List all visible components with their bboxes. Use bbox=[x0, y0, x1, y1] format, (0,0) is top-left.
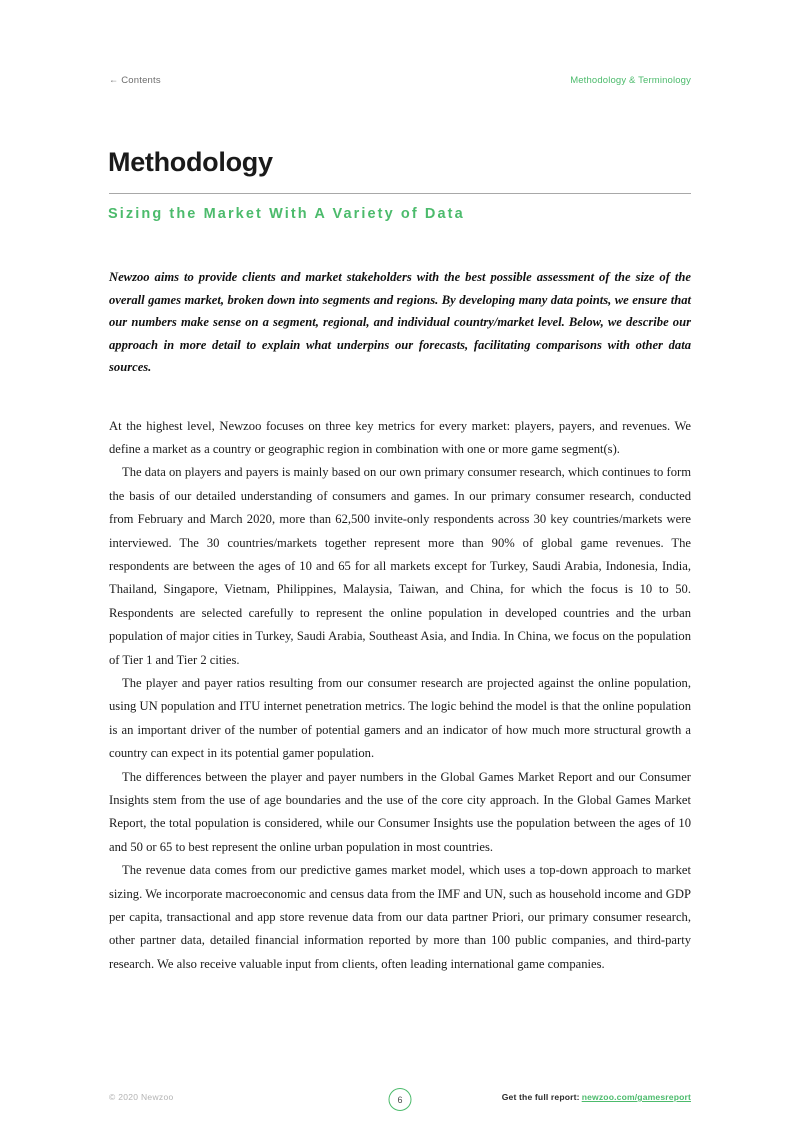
title-divider bbox=[109, 193, 691, 194]
footer-cta-label: Get the full report: bbox=[501, 1092, 580, 1102]
body-paragraph: The revenue data comes from our predictive games market model, which uses a top-down approach to market sizing. We incorporate macroeconomic and census data from the IMF and UN, such as household income and GDP per capita, transactional and app store revenue data from our data partner Priori, our primary consumer research, other partner data, detailed financial information reported by more than 100 public companies, and third-party research. We also receive valuable input from clients, often leading international game companies. bbox=[109, 863, 691, 971]
page-title: Methodology bbox=[108, 147, 273, 177]
page-footer bbox=[109, 1088, 691, 1112]
body-paragraph: The data on players and payers is mainly based on our own primary consumer research, which continues to form the basis of our detailed understanding of consumers and games. In our primary consumer research, conducted from February and March 2020, more than 62,500 invite-only respondents across 30 key countries/markets were interviewed. The 30 countries/markets together represent more than 90% of global game revenues. The respondents are between the ages of 10 and 65 for all markets except for Turkey, Saudi Arabia, Indonesia, India, Thailand, Singapore, Vietnam, Philippines, Malaysia, Taiwan, and China, for which the focus is 10 to 50. Respondents are selected carefully to represent the online population in developed countries and the urban population of major cities in Turkey, Saudi Arabia, Southeast Asia, and India. In China, we focus on the population of Tier 1 and Tier 2 cities. bbox=[109, 465, 691, 667]
arrow-left-icon: ← bbox=[109, 74, 119, 85]
section-label: Methodology & Terminology bbox=[570, 75, 691, 86]
page-number-badge: 6 bbox=[389, 1088, 412, 1111]
body-paragraph: At the highest level, Newzoo focuses on three key metrics for every market: players, payers, and revenues. We define a market as a country or geographic region in combination with one or more game segment(s). bbox=[109, 418, 691, 456]
back-to-contents-link[interactable] bbox=[109, 75, 161, 86]
body-paragraph: The differences between the player and payer numbers in the Global Games Market Report and our Consumer Insights stem from the use of age boundaries and the use of the core city approach. In the Global Games Market Report, the total population is considered, while our Consumer Insights use the population between the ages of 10 and 50 or 65 to best represent the online urban population in most countries. bbox=[109, 769, 691, 854]
copyright-text: © 2020 Newzoo bbox=[109, 1092, 174, 1102]
body-paragraphs bbox=[109, 415, 691, 977]
page-subtitle: Sizing the Market With A Variety of Data bbox=[108, 206, 465, 222]
back-to-contents-label: Contents bbox=[121, 75, 161, 86]
full-report-link[interactable]: newzoo.com/gamesreport bbox=[581, 1092, 691, 1102]
body-paragraph: The player and payer ratios resulting from our consumer research are projected against the online population, using UN population and ITU internet penetration metrics. The logic behind the model is that the online population is an important driver of the number of potential gamers and an indicator of how much more structural growth a country can expect in its potential gamer population. bbox=[109, 675, 691, 761]
content-column bbox=[109, 266, 691, 976]
running-head bbox=[109, 75, 691, 86]
footer-cta bbox=[502, 1092, 691, 1102]
lead-paragraph: Newzoo aims to provide clients and market stakeholders with the best possible assessment of the size of the overall games market, broken down into segments and regions. By developing many data points, we ensure that our numbers make sense on a segment, regional, and individual country/market level. Below, we describe our approach in more detail to explain what underpins our forecasts, facilitating comparisons with other data sources. bbox=[109, 270, 691, 374]
